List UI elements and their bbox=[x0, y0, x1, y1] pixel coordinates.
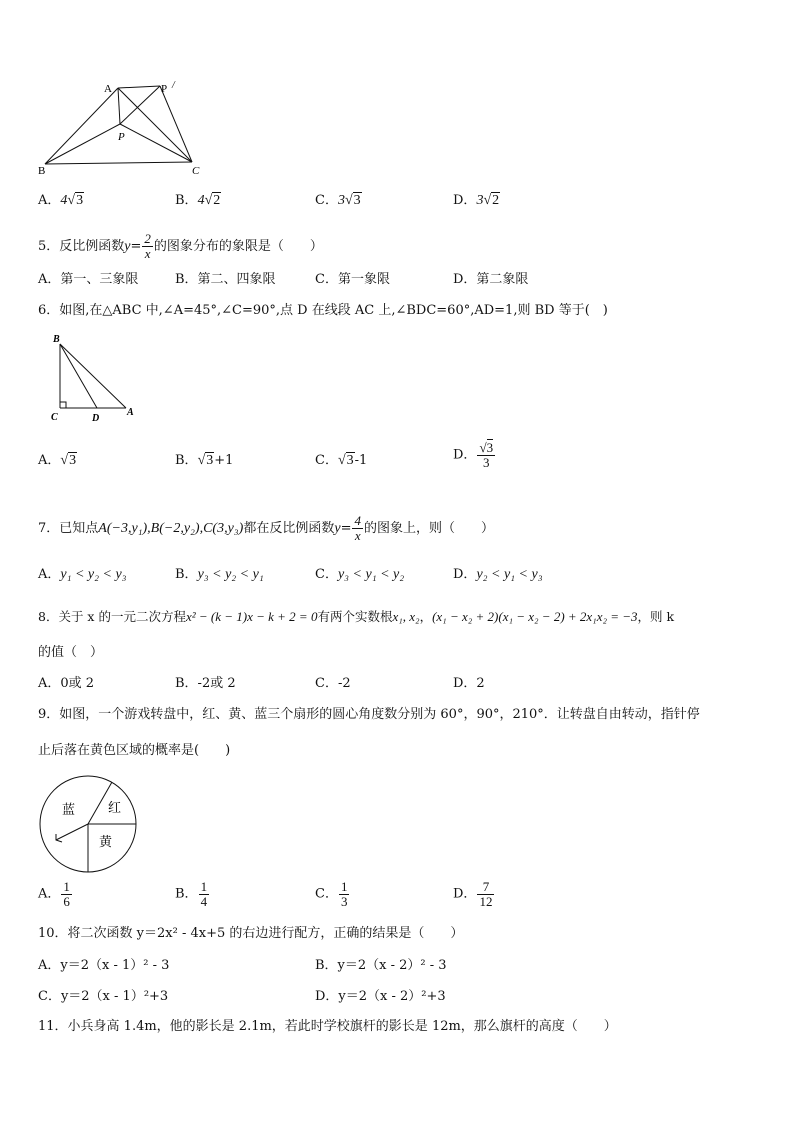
q5-stem bbox=[38, 232, 323, 261]
numerator: 1 bbox=[63, 879, 70, 894]
figure-right-triangle bbox=[46, 332, 146, 424]
q8-stem bbox=[38, 608, 674, 626]
q10-option-c[interactable]: C．y＝2（x - 1）²+3 bbox=[38, 989, 169, 1004]
sqrt-expr: √2 bbox=[204, 193, 221, 208]
q6-stem: 6．如图,在△ABC 中,∠A=45°,∠C=90°,点 D 在线段 AC 上,∠BDC=60°,AD=1,则 BD 等于( ) bbox=[38, 303, 608, 318]
radicand: 3 bbox=[206, 453, 214, 468]
sqrt-expr: √3 bbox=[197, 453, 214, 468]
q5-suffix: 的图象分布的象限是（ ） bbox=[153, 239, 323, 254]
numerator: 1 bbox=[200, 879, 208, 894]
sqrt-expr: √3 bbox=[67, 193, 84, 208]
denominator: 3 bbox=[483, 455, 490, 470]
q8-mid: 有两个实数根 bbox=[317, 609, 393, 624]
fn-lhs: y bbox=[124, 239, 131, 254]
q6-option-d[interactable] bbox=[453, 441, 496, 470]
q7-option-b[interactable] bbox=[175, 566, 264, 584]
option-letter: A． bbox=[38, 453, 61, 468]
sqrt-expr: √3 bbox=[60, 453, 77, 468]
q5-prefix: 5．反比例函数 bbox=[38, 239, 125, 254]
label-prime-mark: / bbox=[172, 80, 175, 91]
figure-quadrilateral bbox=[34, 78, 214, 178]
points: A(−3,y₁),B(−2,y₂),C(3,y₃) bbox=[98, 521, 244, 536]
q10-stem: 10．将二次函数 y＝2x² - 4x+5 的右边进行配方，正确的结果是（ ） bbox=[38, 926, 464, 941]
option-letter: B． bbox=[175, 567, 198, 582]
q8-option-a[interactable]: A．0或 2 bbox=[38, 676, 95, 691]
q7-option-a[interactable] bbox=[38, 566, 127, 584]
q9-option-a[interactable] bbox=[38, 880, 73, 909]
option-letter: D． bbox=[453, 567, 477, 582]
denominator: 12 bbox=[479, 894, 493, 909]
q4-option-d[interactable] bbox=[453, 192, 500, 210]
coef: 4 bbox=[197, 193, 205, 208]
q9-stem: 9．如图，一个游戏转盘中，红、黄、蓝三个扇形的圆心角度数分别为 60°，90°，210°．让转盘自由转动，指针停 bbox=[38, 707, 700, 722]
label-a: A bbox=[127, 407, 134, 418]
option-letter: A． bbox=[38, 567, 61, 582]
q4-option-b[interactable] bbox=[175, 192, 221, 210]
q9-option-d[interactable] bbox=[453, 880, 495, 909]
q8-suffix: ，则 k bbox=[637, 609, 675, 624]
fraction bbox=[199, 880, 210, 909]
label-b: B bbox=[53, 334, 60, 345]
radicand: 3 bbox=[76, 193, 84, 208]
fraction bbox=[339, 880, 350, 909]
numerator: √3 bbox=[479, 440, 494, 455]
option-letter: D． bbox=[453, 193, 477, 208]
option-letter: A． bbox=[38, 886, 61, 902]
q4-option-a[interactable] bbox=[38, 192, 84, 210]
numerator: 4 bbox=[354, 513, 361, 528]
q6-option-a[interactable] bbox=[38, 452, 77, 470]
q5-option-a[interactable]: A．第一、三象限 bbox=[38, 272, 139, 287]
radicand: 3 bbox=[346, 453, 354, 468]
q8-stem-line2: 的值（ ） bbox=[38, 645, 104, 660]
q9-stem-line2: 止后落在黄色区域的概率是( ) bbox=[38, 743, 231, 758]
fraction bbox=[61, 880, 72, 909]
radicand: 3 bbox=[353, 193, 361, 208]
label-a: A bbox=[104, 83, 112, 95]
q10-option-d[interactable]: D．y＝2（x - 2）²+3 bbox=[315, 989, 446, 1004]
fraction bbox=[352, 514, 363, 543]
q5-option-d[interactable]: D．第二象限 bbox=[453, 272, 529, 287]
sqrt-expr: √3 bbox=[337, 453, 354, 468]
q8-option-c[interactable]: C．-2 bbox=[315, 676, 351, 691]
expr: y₃ < y₁ < y₂ bbox=[337, 567, 405, 582]
option-letter: C． bbox=[315, 567, 338, 582]
q6-option-c[interactable] bbox=[315, 452, 367, 470]
q7-prefix: 7．已知点 bbox=[38, 521, 99, 536]
suffix: -1 bbox=[354, 453, 368, 468]
coef: 3 bbox=[476, 193, 484, 208]
q10-option-a[interactable]: A．y＝2（x - 1）² - 3 bbox=[38, 958, 170, 973]
expr: y₂ < y₁ < y₃ bbox=[476, 567, 543, 582]
figure-spinner bbox=[36, 772, 140, 876]
numerator: 2 bbox=[144, 231, 151, 246]
roots: x₁, x₂ bbox=[392, 609, 420, 624]
fraction bbox=[477, 880, 494, 909]
sqrt-expr: √2 bbox=[483, 193, 500, 208]
separator: ， bbox=[419, 609, 433, 624]
q11-stem: 11．小兵身高 1.4m，他的影长是 2.1m，若此时学校旗杆的影长是 12m，那么旗杆的高度（ ） bbox=[38, 1019, 617, 1034]
label-b: B bbox=[38, 165, 46, 177]
q9-option-b[interactable] bbox=[175, 880, 210, 909]
expr: y₁ < y₂ < y₃ bbox=[60, 567, 127, 582]
label-red: 红 bbox=[108, 800, 122, 815]
option-letter: D． bbox=[453, 886, 477, 902]
label-c: C bbox=[192, 165, 200, 177]
fn-lhs: y bbox=[334, 521, 341, 536]
option-letter: C． bbox=[315, 886, 338, 902]
option-letter: C． bbox=[315, 453, 338, 468]
radicand: 2 bbox=[213, 193, 221, 208]
coef: 4 bbox=[60, 193, 68, 208]
denominator: 4 bbox=[200, 894, 208, 909]
numerator: 7 bbox=[477, 880, 494, 895]
q5-option-b[interactable]: B．第二、四象限 bbox=[175, 272, 276, 287]
fn-eq: = bbox=[130, 239, 142, 254]
q8-option-b[interactable]: B．-2或 2 bbox=[175, 676, 236, 691]
q7-option-c[interactable] bbox=[315, 566, 404, 584]
q7-stem bbox=[38, 514, 494, 543]
radicand: 2 bbox=[492, 193, 500, 208]
q8-option-d[interactable]: D．2 bbox=[453, 676, 485, 691]
sqrt-expr: √3 bbox=[344, 193, 361, 208]
label-c: C bbox=[51, 412, 58, 423]
q8-prefix: 8．关于 x 的一元二次方程 bbox=[38, 609, 186, 624]
denominator: x bbox=[354, 528, 361, 543]
q5-option-c[interactable]: C．第一象限 bbox=[315, 272, 390, 287]
option-letter: D． bbox=[453, 447, 477, 463]
denominator: 6 bbox=[63, 894, 70, 909]
equation: x² − (k − 1)x − k + 2 = 0 bbox=[185, 609, 318, 624]
q7-suffix: 的图象上，则（ ） bbox=[363, 521, 494, 536]
condition: (x₁ − x₂ + 2)(x₁ − x₂ − 2) + 2x₁x₂ = −3 bbox=[432, 609, 638, 624]
fn-eq: = bbox=[340, 521, 352, 536]
coef: 3 bbox=[337, 193, 345, 208]
option-letter: B． bbox=[175, 886, 198, 902]
q10-option-b[interactable]: B．y＝2（x - 2）² - 3 bbox=[315, 958, 447, 973]
label-yellow: 黄 bbox=[99, 834, 113, 849]
radicand: 3 bbox=[486, 440, 494, 455]
option-letter: B． bbox=[175, 193, 198, 208]
q9-option-c[interactable] bbox=[315, 880, 350, 909]
label-p: P bbox=[118, 131, 125, 143]
q6-option-b[interactable] bbox=[175, 452, 233, 470]
label-p-prime: P bbox=[161, 83, 168, 95]
fraction bbox=[142, 232, 153, 261]
radicand: 3 bbox=[69, 453, 77, 468]
q7-option-d[interactable] bbox=[453, 566, 543, 584]
denominator: 3 bbox=[340, 894, 348, 909]
label-d: D bbox=[92, 413, 100, 424]
suffix: +1 bbox=[214, 453, 234, 468]
option-letter: B． bbox=[175, 453, 198, 468]
fraction bbox=[477, 441, 495, 470]
denominator: x bbox=[144, 246, 151, 261]
q4-option-c[interactable] bbox=[315, 192, 362, 210]
option-letter: C． bbox=[315, 193, 338, 208]
option-letter: A． bbox=[38, 193, 61, 208]
label-blue: 蓝 bbox=[62, 802, 76, 817]
numerator: 1 bbox=[340, 879, 348, 894]
expr: y₃ < y₂ < y₁ bbox=[197, 567, 264, 582]
q7-mid: 都在反比例函数 bbox=[243, 521, 335, 536]
